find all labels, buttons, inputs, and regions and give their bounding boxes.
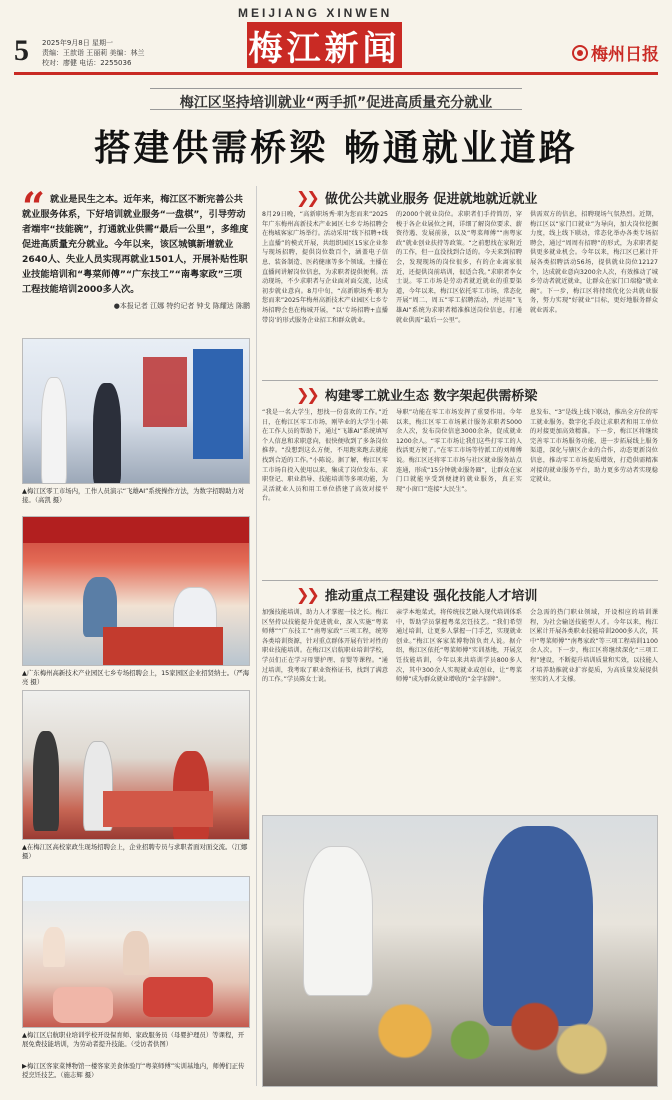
photo-zero-work-market: [22, 338, 250, 484]
section-1-column-2: 的2000个就业岗位。求职者们手持简历，穿梭于各企业展位之间，详细了解岗位要求、薪资待遇、发展前景，以及“粤菜师傅”“南粤家政”就业创业扶持等政策。“之前想找在家附近的工作，但一直没找到合适的。今天来到招聘会，发现现场的岗位很多，有的企业离家很近，还提供岗前培训，很适合我。”求职者李女士说。零工市场是劳动者就近就业的重要渠道，今年以来，梅江区依托零工市场，常态化开展“周二、周五”零工招聘活动，并运用“飞雄AI”系统为求职者精准推送岗位信息，打通就业供需“最后一公里”。: [396, 211, 522, 324]
section-3-column-1: 加强技能培训，助力人才掌握一技之长。梅江区坚持以技能提升促进就业，深入实施“粤菜师傅”“广东技工”“南粤家政”三项工程，统筹各类培训资源，针对重点群体开展有针对性的职业技能培训。在梅江区启航职业培训学校，学员们正在学习母婴护理、育婴等课程。“通过培训，我考取了职业资格证书，找到了满意的工作。”学员陈女士说。: [262, 609, 388, 684]
section-3-column-2: 亲学本地菜式，将传统技艺融入现代培训体系中，帮助学员掌握粤菜烹饪技艺。“我们希望通过培训，让更多人掌握一门手艺，实现就业创业。”梅江区客家菜博物馆负责人说。据介绍，梅江区依托“粤菜师傅”实训基地，开展烹饪技能培训，今年以来共培训学员800多人次，其中300余人实现就业或创业，让“粤菜师傅”成为群众就业增收的“金字招牌”。: [396, 609, 522, 684]
date-line: 2025年9月8日 星期一: [42, 39, 113, 47]
issue-meta: [42, 38, 144, 68]
section-heading-2: [296, 385, 537, 404]
section-2-column-2: 导职”功能在零工市场发挥了重要作用。今年以来，梅江区零工市场累计服务求职者5000余人次，发布岗位信息3000余条，促成就业1200余人。“零工市场让我们这些打零工的人找活更方便了。”在零工市场等待派工的刘师傅说。梅江区还将零工市场与社区就业服务站点连通，形成“15分钟就业服务圈”，让群众在家门口就能享受到便捷的就业服务，真正实现“小窗口”连接“大民生”。: [396, 409, 522, 493]
section-1-column-3: 供需双方的信息，招聘现场气氛热烈。近期，梅江区以“家门口就业”为导向，加大岗位挖掘力度，线上线下联动，常态化举办各类专场招聘会，通过“周周有招聘”的形式，为求职者提供更多就业机会。今年以来，梅江区已累计开展各类招聘活动56场，提供就业岗位12127个，达成就业意向3200余人次，有效推动了城乡劳动者就近就业，让群众在家门口端稳“就业碗”。下一步，梅江区将持续优化公共就业服务，努力实现“好就业”目标，更好地服务群众就业需求。: [530, 211, 658, 314]
masthead: [0, 0, 672, 80]
top-rule: [14, 72, 658, 75]
lead: [22, 184, 250, 311]
photo-caption-5: ▶梅江区客家菜博物馆一楼客家美食体验厅“粤菜师傅”实训基地内，师傅们正传授烹饪技艺。（施志辉 摄）: [22, 1062, 245, 1079]
page-number: 5: [14, 34, 29, 67]
section-banner: 梅江新闻: [247, 22, 402, 68]
photo-childcare-training: [22, 876, 250, 1028]
column-divider: [256, 186, 257, 1086]
photo-caption-4: ▲梅江区启航职业培训学校开设保育师、家政服务员（母婴护理员）等课程，开展免费技能培训，为劳动者提升技能。（受访者供图）: [22, 1031, 245, 1048]
logo-icon: [572, 45, 588, 61]
photo-caption-3: ▲在梅江区高校家政生现场招聘会上，企业招聘专员与求职者面对面交流。（江娜 摄）: [22, 843, 248, 860]
section-title: 做优公共就业服务 促进就地就近就业: [324, 192, 538, 207]
lead-text: 就业是民生之本。近年来，梅江区不断完善公共就业服务体系，下好培训就业服务“一盘棋”，引导劳动者端牢“技能碗”，打通就业供需“最后一公里”，多维度促进高质量充分就业。今年以来，该区城镇新增就业2640人、失业人员实现再就业1501人，开展补贴性职业技能培训和“粤菜师傅”“广东技工”“南粤家政”三项工程技能培训2000多人次。: [22, 194, 249, 295]
quote-mark-icon: “: [22, 184, 46, 231]
section-1-column-1: 8月29日晚，“高新职场秀·职为您而来”2025年广东梅州高新技术产业园区七乡专场招聘会在梅城客家广场举行。活动采用“线下招聘+线上直播”的模式开展，共组织园区15家企业参与现场招聘，提供岗位数百个，涵盖电子信息、装备制造、医药健康等多个领域。主播在直播间讲解岗位信息，为求职者提供便利。活动现场，不少求职者与企业面对面交流，达成初步就业意向。8月中旬，“高新职场秀·职为您而来”2025年梅州高新技术产业园区七乡专场招聘会也在梅城开展，“以‘专场招聘+直播带岗’的形式服务企业招工和群众就业。: [262, 211, 388, 324]
section-2-column-3: 息发布、“3”是线上线下联动，推出全方位的零工就业服务。数字化手段让求职者和用工单位的对接更加高效精准。下一步，梅江区将继续完善零工市场服务功能，进一步拓展线上服务渠道，深化与辖区企业的合作，动态更新岗位信息，推动零工市场提质增效，打造供需精准对接的就业服务平台，助力更多劳动者实现稳定就业。: [530, 409, 658, 484]
section-title: 构建零工就业生态 数字架起供需桥梁: [324, 389, 538, 404]
chevron-right-icon: ❯❯: [296, 385, 317, 404]
section-heading-3: [296, 585, 537, 604]
photo-caption-1: ▲梅江区零工市场内，工作人员演示“飞雄AI”系统操作方法，为数字招聘助力对接。（高凯 摄）: [22, 487, 245, 504]
section-divider: [262, 580, 658, 581]
logo-text: 梅州日报: [591, 45, 659, 65]
photo-job-fair-booth: [22, 516, 250, 666]
section-divider: [262, 380, 658, 381]
headline: 搭建供需桥梁 畅通就业道路: [94, 127, 578, 169]
byline: ●本报记者 江娜 特约记者 钟戈 陈耀达 陈鹏: [113, 302, 250, 310]
chevron-right-icon: ❯❯: [296, 188, 317, 207]
chevron-right-icon: ❯❯: [296, 585, 317, 604]
photo-cantonese-chef-training: [262, 815, 658, 1087]
photo-caption-2: ▲广东梅州高新技术产业园区七乡专场招聘会上，15家园区企业招贤纳士。（严海亮 摄）: [22, 669, 250, 686]
section-pinyin: MEIJIANG XINWEN: [238, 6, 393, 20]
proof-line: 校对：廖健 电话：2255036: [42, 59, 132, 67]
section-3-column-3: 会急需的热门职业领域，开设相应的培训课程，为社会输送技能型人才。今年以来，梅江区累计开展各类职业技能培训2000多人次，其中“粤菜师傅”“南粤家政”等三项工程培训1100余人次。下一步，梅江区将继续深化“三项工程”建设，不断提升培训质量和实效，以技能人才培养助推就业扩容提质，为高质量发展提供坚实的人才支撑。: [530, 609, 658, 684]
section-title: 推动重点工程建设 强化技能人才培训: [324, 589, 538, 604]
editor-line: 责编：王歆诣 王丽莉 美编：林兰: [42, 49, 145, 57]
newspaper-logo: [572, 40, 659, 65]
section-heading-1: [296, 188, 537, 207]
section-2-column-1: “我是一名大学生，想找一份喜欢的工作。”近日，在梅江区零工市场，刚毕业的大学生小陈在工作人员的帮助下，通过“飞雄AI”系统填写个人信息和求职意向，很快便收到了多条岗位推荐。“没想到这么方便，不用跑来跑去就能找到合适的工作。”小陈说。据了解，梅江区零工市场自投入使用以来，集成了岗位发布、求职登记、职业指导、技能培训等多项功能，为灵活就业人员和用工单位搭建了高效对接平台。: [262, 409, 388, 503]
photo-campus-recruitment: [22, 690, 250, 840]
kicker: 梅江区坚持培训就业“两手抓”促进高质量充分就业: [179, 95, 493, 111]
